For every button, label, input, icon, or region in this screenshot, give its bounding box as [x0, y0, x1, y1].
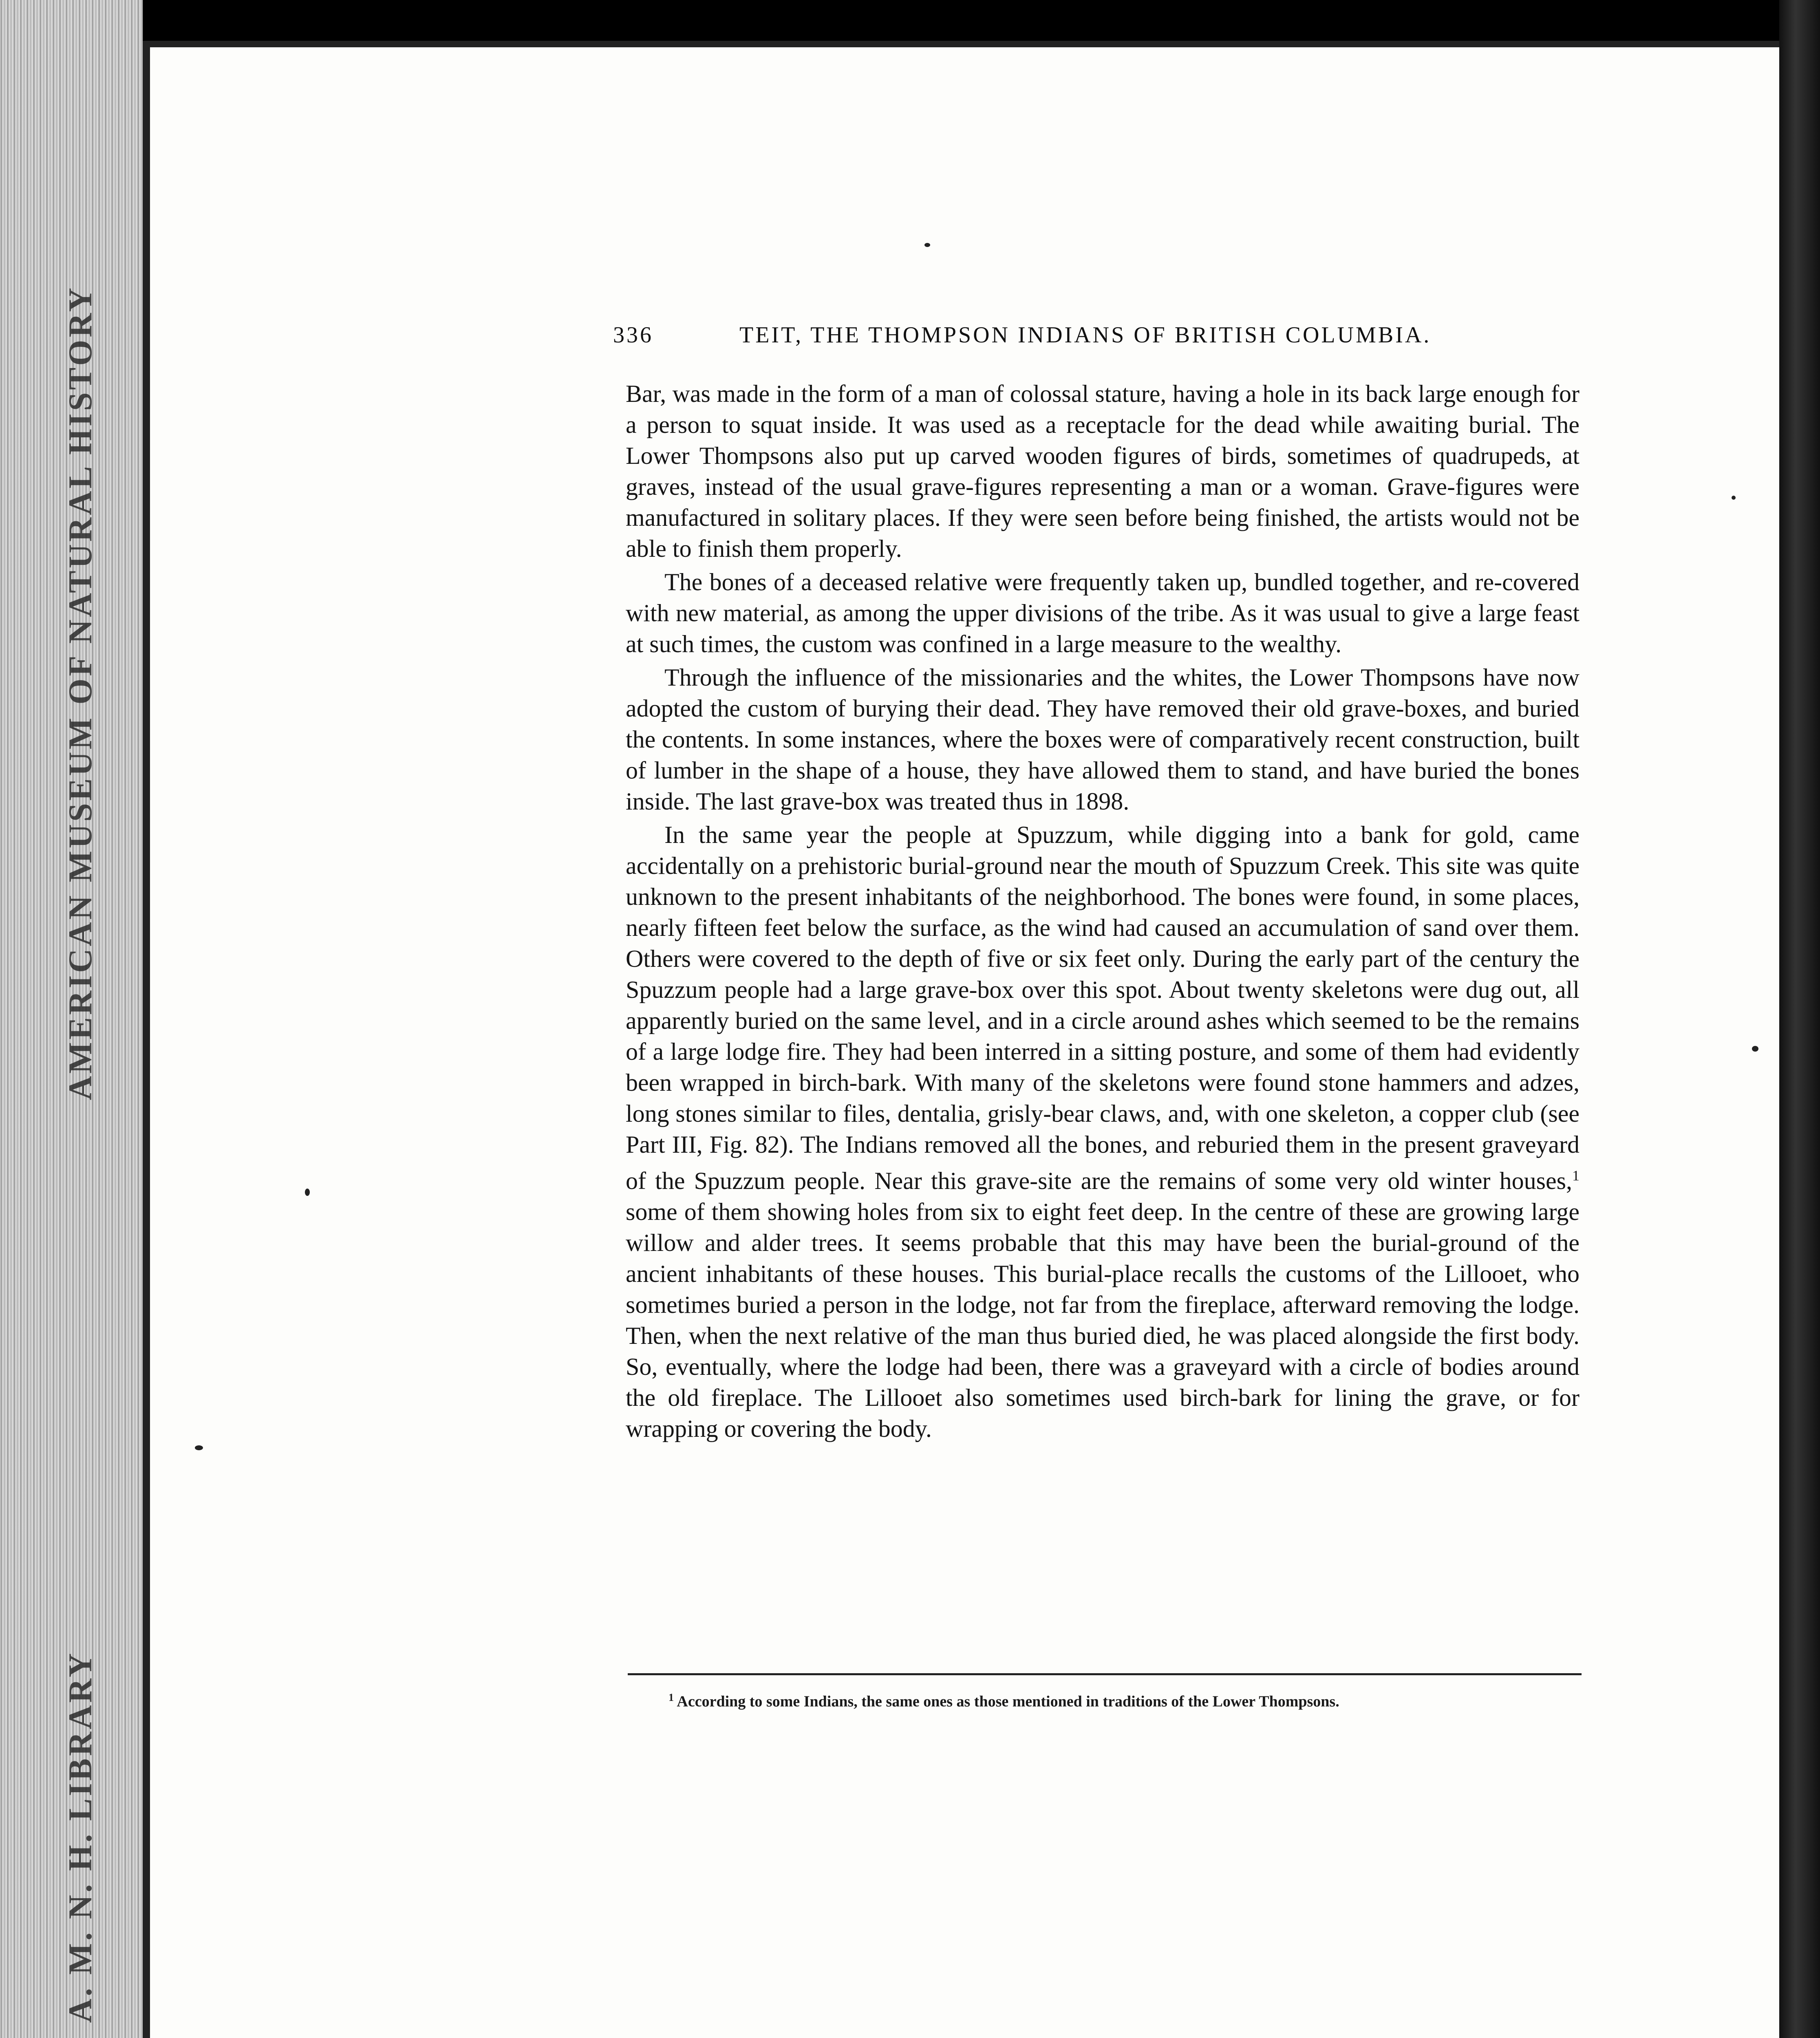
- footnote-marker: 1: [668, 1692, 674, 1703]
- scan-speck: [1732, 496, 1736, 500]
- body-text: [626, 378, 1580, 1447]
- footnote-divider: [628, 1673, 1582, 1675]
- library-stamp-top: AMERICAN MUSEUM OF NATURAL HISTORY: [62, 285, 99, 1101]
- page-number: 336: [613, 322, 653, 348]
- paragraph-4: [626, 819, 1580, 1444]
- paragraph-4-part-1: In the same year the people at Spuzzum, while digging into a bank for gold, came accidentally on a prehistoric burial-ground near the mouth of Spuzzum Creek. This site was quite unknown to the present inhabitants of the neighborhood. The bones were found, in some places, nearly fifteen feet below the surface, as the wind had caused an accumulation of sand over them. Others were covered to the depth of five or six feet only. During the early part of the century the Spuzzum people had a large grave-box over this spot. About twenty skeletons were dug out, all apparently buried on the same level, and in a circle around ashes which seemed to be the remains of a large lodge fire. They had been interred in a sitting posture, and some of them had evidently been wrapped in birch-bark. With many of the skeletons were found stone hammers and adzes, long stones similar to files, dentalia, grisly-bear claws, and, with one skeleton, a copper club (see Part III, Fig. 82). The Indians removed all the bones, and reburied them in the present graveyard of the Spuzzum people. Near this grave-site are the remains of some very old winter houses,: [626, 821, 1580, 1194]
- paragraph-4-part-2: some of them showing holes from six to eight feet deep. In the centre of these are growing large willow and alder trees. It seems probable that this may have been the burial-ground of the ancient inhabitants of these houses. This burial-place recalls the customs of the Lillooet, who sometimes buried a person in the lodge, not far from the fireplace, afterward removing the lodge. Then, when the next relative of the man thus buried died, he was placed alongside the first body. So, eventually, where the lodge had been, there was a graveyard with a circle of bodies around the old fireplace. The Lillooet also sometimes used birch-bark for lining the grave, or for wrapping or covering the body.: [626, 1198, 1580, 1442]
- library-stamp-bottom: A. M. N. H. LIBRARY: [62, 1651, 99, 2023]
- footnote: [668, 1692, 1582, 1711]
- paragraph-1: Bar, was made in the form of a man of colossal stature, having a hole in its back large enough for a person to squat inside. It was used as a receptacle for the dead while awaiting burial. The Lower Thompsons also put up carved wooden figures of birds, sometimes of quadrupeds, at graves, instead of the usual grave-figures representing a man or a woman. Grave-figures were manufactured in solitary places. If they were seen before being finished, the artists would not be able to finish them properly.: [626, 380, 1580, 562]
- scan-speck: [195, 1445, 203, 1450]
- scan-speck: [924, 243, 930, 247]
- footnote-text: According to some Indians, the same ones as those mentioned in traditions of the Lower Thompsons.: [677, 1693, 1339, 1710]
- scan-right-edge: [1779, 0, 1820, 2038]
- page-header: [613, 318, 1453, 355]
- paragraph-2: The bones of a deceased relative were frequently taken up, bundled together, and re-covered with new material, as among the upper divisions of the tribe. As it was usual to give a large feast at such times, the custom was confined in a large measure to the wealthy.: [626, 569, 1580, 657]
- scan-speck: [305, 1189, 310, 1196]
- paragraph-3: Through the influence of the missionaries and the whites, the Lower Thompsons have now adopted the custom of burying their dead. They have removed their old grave-boxes, and buried the contents. In some instances, where the boxes were of comparatively recent construction, built of lumber in the shape of a house, they have allowed them to stand, and have buried the bones inside. The last grave-box was treated thus in 1898.: [626, 664, 1580, 815]
- running-title: TEIT, THE THOMPSON INDIANS OF BRITISH COLUMBIA.: [739, 322, 1432, 348]
- footnote-reference: 1: [1572, 1167, 1580, 1184]
- scan-speck: [1752, 1046, 1758, 1052]
